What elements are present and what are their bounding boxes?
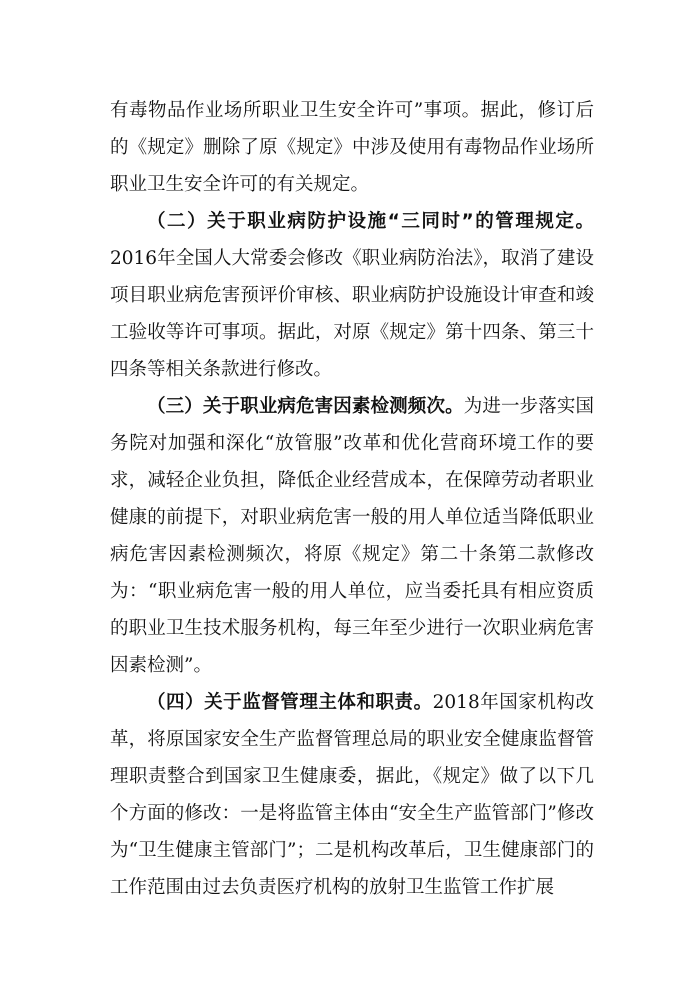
paragraph-section-2 [110, 203, 594, 388]
section-heading: （三）关于职业病危害因素检测频次。 [147, 396, 464, 417]
document-body [110, 92, 594, 906]
paragraph-section-3 [110, 388, 594, 684]
section-heading: （二）关于职业病防护设施“三同时”的管理规定。 [147, 211, 594, 232]
paragraph-continuation [110, 92, 594, 203]
section-heading: （四）关于监督管理主体和职责。 [147, 692, 433, 713]
paragraph-section-4 [110, 684, 594, 906]
paragraph-text: 为进一步落实国务院对加强和深化“放管服”改革和优化营商环境工作的要求，减轻企业负担，降低企业经营成本，在保障劳动者职业健康的前提下，对职业病危害一般的用人单位适当降低职业病危害因素检测频次，将原《规定》第二十条第二款修改为：“职业病危害一般的用人单位，应当委托具有相应资质的职业卫生技术服务机构，每三年至少进行一次职业病危害因素检测”。 [110, 396, 594, 676]
paragraph-text: 2018年国家机构改革，将原国家安全生产监督管理总局的职业安全健康监督管理职责整合到国家卫生健康委，据此，《规定》做了以下几个方面的修改：一是将监管主体由“安全生产监管部门”修改为“卫生健康主管部门”；二是机构改革后，卫生健康部门的工作范围由过去负责医疗机构的放射卫生监管工作扩展 [110, 692, 594, 898]
paragraph-text: 有毒物品作业场所职业卫生安全许可”事项。据此，修订后的《规定》删除了原《规定》中涉及使用有毒物品作业场所职业卫生安全许可的有关规定。 [110, 100, 594, 195]
paragraph-text: 2016年全国人大常委会修改《职业病防治法》，取消了建设项目职业病危害预评价审核、职业病防护设施设计审查和竣工验收等许可事项。据此，对原《规定》第十四条、第三十四条等相关条款进行修改。 [110, 248, 594, 380]
